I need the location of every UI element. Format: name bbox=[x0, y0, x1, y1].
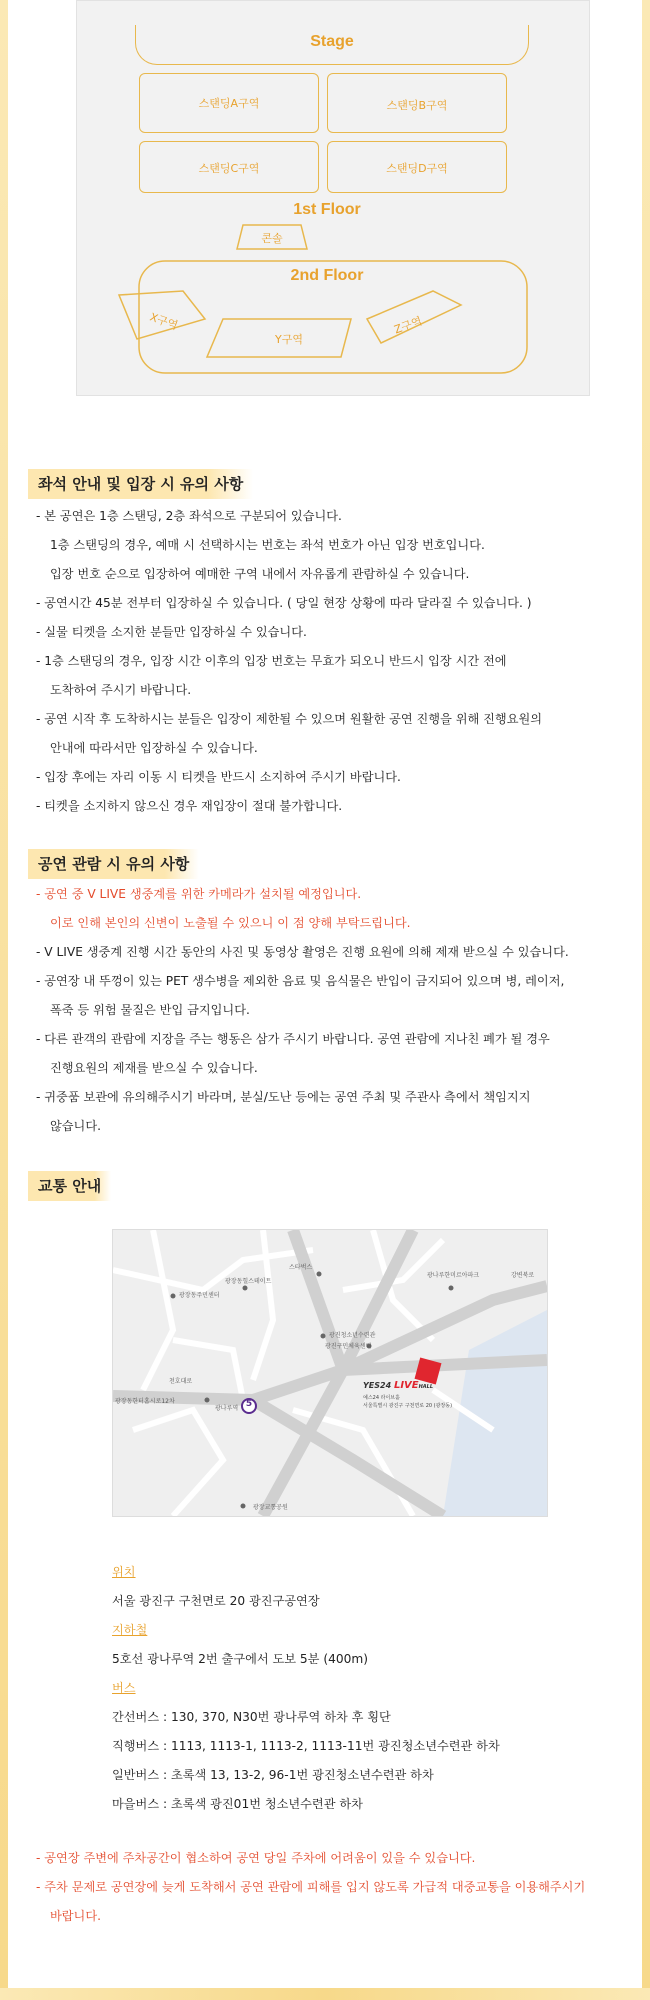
floor2-label: 2nd Floor bbox=[290, 267, 364, 284]
note-line: - V LIVE 생중계 진행 시간 동안의 사진 및 동영상 촬영은 진행 요원에 의해 제재 받으실 수 있습니다. bbox=[36, 945, 569, 959]
venue-address-2: 서울특별시 광진구 구천면로 20 (광장동) bbox=[363, 1403, 453, 1409]
map-station-number: 5 bbox=[245, 1399, 253, 1409]
map-label: 광장교통공원 bbox=[253, 1504, 288, 1511]
note-line: - 본 공연은 1층 스탠딩, 2층 좌석으로 구분되어 있습니다. bbox=[36, 509, 342, 523]
note-line: 않습니다. bbox=[50, 1119, 101, 1133]
viewing-heading: 공연 관람 시 유의 사항 bbox=[28, 849, 199, 879]
floor1-label: 1st Floor bbox=[293, 201, 361, 218]
note-line: - 주차 문제로 공연장에 늦게 도착해서 공연 관람에 피해를 입지 않도록 가급적 대중교통을 이용해주시기 bbox=[36, 1880, 586, 1894]
bottom-frame bbox=[0, 1988, 650, 2000]
zone-z-label: Z구역 bbox=[392, 314, 424, 337]
bus-label: 버스 bbox=[112, 1681, 136, 1695]
console-label: 콘솔 bbox=[261, 232, 283, 245]
note-line: 입장 번호 순으로 입장하여 예매한 구역 내에서 자유롭게 관람하실 수 있습니다. bbox=[50, 567, 470, 581]
map-label: 천호대로 bbox=[169, 1378, 193, 1385]
right-frame bbox=[642, 0, 650, 2000]
stage-label: Stage bbox=[310, 33, 354, 50]
subway-text: 5호선 광나루역 2번 출구에서 도보 5분 (400m) bbox=[112, 1652, 368, 1666]
map-label: 광나루역 bbox=[215, 1405, 239, 1412]
bus-line: 마을버스 : 초록색 광진01번 청소년수련관 하차 bbox=[112, 1797, 363, 1811]
standing-b-label: 스탠딩B구역 bbox=[386, 99, 448, 112]
location-text: 서울 광진구 구천면로 20 광진구공연장 bbox=[112, 1594, 320, 1608]
standing-d-label: 스탠딩D구역 bbox=[386, 162, 448, 175]
map-label: 스타벅스 bbox=[289, 1264, 313, 1271]
map-label: 광장동한터홈시로12차 bbox=[115, 1398, 175, 1405]
note-line: 이로 인해 본인의 신변이 노출될 수 있으니 이 점 양해 부탁드립니다. bbox=[50, 916, 411, 930]
subway-label: 지하철 bbox=[112, 1623, 148, 1637]
bus-line: 간선버스 : 130, 370, N30번 광나루역 하차 후 횡단 bbox=[112, 1710, 391, 1724]
note-line: - 다른 관객의 관람에 지장을 주는 행동은 삼가 주시기 바랍니다. 공연 관람에 지나친 폐가 될 경우 bbox=[36, 1032, 550, 1046]
note-line: 폭죽 등 위험 물질은 반입 금지입니다. bbox=[50, 1003, 250, 1017]
parking-notes bbox=[36, 1844, 636, 1931]
bus-line: 일반버스 : 초록색 13, 13-2, 96-1번 광진청소년수련관 하차 bbox=[112, 1768, 434, 1782]
note-line: - 1층 스탠딩의 경우, 입장 시간 이후의 입장 번호는 무효가 되오니 반드시 입장 시간 전에 bbox=[36, 654, 507, 668]
transport-info bbox=[112, 1558, 582, 1819]
map-label: 광진구민체육센터 bbox=[325, 1343, 372, 1350]
zone-x-label: X구역 bbox=[148, 310, 180, 333]
standing-a-label: 스탠딩A구역 bbox=[198, 97, 260, 110]
note-line: - 귀중품 보관에 유의해주시기 바라며, 분실/도난 등에는 공연 주최 및 주관사 측에서 책임지지 bbox=[36, 1090, 531, 1104]
zone-y-label: Y구역 bbox=[275, 333, 303, 346]
note-line: 1층 스탠딩의 경우, 예매 시 선택하시는 번호는 좌석 번호가 아닌 입장 번호입니다. bbox=[50, 538, 485, 552]
note-line: - 입장 후에는 자리 이동 시 티켓을 반드시 소지하여 주시기 바랍니다. bbox=[36, 770, 401, 784]
map-label: 강변북로 bbox=[511, 1272, 535, 1279]
venue-address-1: 예스24 라이브홀 bbox=[363, 1395, 400, 1401]
map-label: 광나루한미르아파크 bbox=[427, 1272, 480, 1279]
location-label: 위치 bbox=[112, 1565, 136, 1579]
note-line: - 공연 중 V LIVE 생중계를 위한 카메라가 설치될 예정입니다. bbox=[36, 887, 362, 901]
standing-c-label: 스탠딩C구역 bbox=[198, 162, 260, 175]
seat-map bbox=[76, 0, 590, 396]
note-line: - 실물 티켓을 소지한 분들만 입장하실 수 있습니다. bbox=[36, 625, 307, 639]
note-line: - 티켓을 소지하지 않으신 경우 재입장이 절대 불가합니다. bbox=[36, 799, 343, 813]
transport-heading: 교통 안내 bbox=[28, 1171, 111, 1201]
viewing-notes bbox=[36, 880, 626, 1141]
seating-notes bbox=[36, 502, 626, 821]
note-line: - 공연장 주변에 주차공간이 협소하여 공연 당일 주차에 어려움이 있을 수 있습니다. bbox=[36, 1851, 476, 1865]
bus-line: 직행버스 : 1113, 1113-1, 1113-2, 1113-11번 광진청소년수련관 하차 bbox=[112, 1739, 500, 1753]
seating-heading: 좌석 안내 및 입장 시 유의 사항 bbox=[28, 469, 253, 499]
left-frame bbox=[0, 0, 8, 2000]
note-line: 바랍니다. bbox=[50, 1909, 101, 1923]
note-line: - 공연장 내 뚜껑이 있는 PET 생수병을 제외한 음료 및 음식물은 반입이 금지되어 있으며 병, 레이저, bbox=[36, 974, 565, 988]
map-label: 광장동주민센터 bbox=[179, 1292, 220, 1299]
map-label: 광진청소년수련관 bbox=[329, 1332, 376, 1339]
note-line: 진행요원의 제재를 받으실 수 있습니다. bbox=[50, 1061, 258, 1075]
map-roads bbox=[113, 1230, 547, 1516]
note-line: 안내에 따라서만 입장하실 수 있습니다. bbox=[50, 741, 258, 755]
note-line: 도착하여 주시기 바랍니다. bbox=[50, 683, 192, 697]
map-label: 광장동힐스테이트 bbox=[225, 1278, 272, 1285]
note-line: - 공연 시작 후 도착하시는 분들은 입장이 제한될 수 있으며 원활한 공연 진행을 위해 진행요원의 bbox=[36, 712, 543, 726]
venue-logo: YES24 LIVEHALL bbox=[363, 1380, 434, 1391]
location-map bbox=[112, 1229, 548, 1517]
note-line: - 공연시간 45분 전부터 입장하실 수 있습니다. ( 당일 현장 상황에 따라 달라질 수 있습니다. ) bbox=[36, 596, 532, 610]
